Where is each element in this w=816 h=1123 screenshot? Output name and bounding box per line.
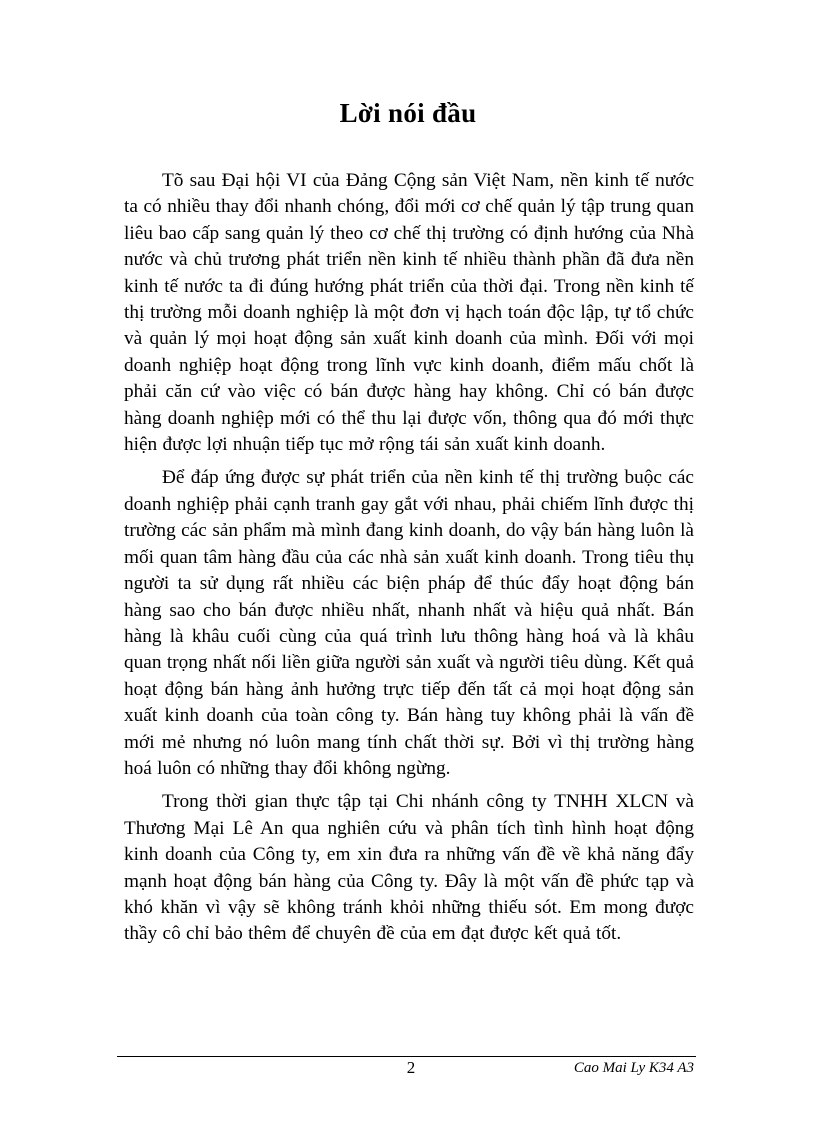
paragraph-internship-purpose: Trong thời gian thực tập tại Chi nhánh công ty TNHH XLCN và Thương Mại Lê An qua nghiên cứu và phân tích tình hình hoạt động kinh doanh của Công ty, em xin đưa ra những vấn đề về khả năng đẩy mạnh hoạt động bán hàng của Công ty. Đây là một vấn đề phức tạp và khó khăn vì vậy sẽ không tránh khỏi những thiếu sót. Em mong được thầy cô chỉ bảo thêm để chuyên đề của em đạt được kết quả tốt. — [124, 791, 694, 945]
paragraph-sales-importance: Để đáp ứng được sự phát triển của nền kinh tế thị trường buộc các doanh nghiệp phải cạnh tranh gay gắt với nhau, phải chiếm lĩnh được thị trường các sản phẩm mà mình đang kinh doanh, do vậy bán hàng luôn là mối quan tâm hàng đầu của các nhà sản xuất kinh doanh. Trong tiêu thụ người ta sử dụng rất nhiều các biện pháp để thúc đẩy hoạt động bán hàng sao cho bán được nhiều nhất, nhanh nhất và hiệu quả nhất. Bán hàng là khâu cuối cùng của quá trình lưu thông hàng hoá và là khâu quan trọng nhất nối liền giữa người sản xuất và người tiêu dùng. Kết quả hoạt động bán hàng ảnh hưởng trực tiếp đến tất cả mọi hoạt động sản xuất kinh doanh của toàn công ty. Bán hàng tuy không phải là vấn đề mới mẻ nhưng nó luôn mang tính chất thời sự. Bởi vì thị trường hàng hoá luôn có những thay đổi không ngừng. — [124, 467, 694, 779]
page-number: 2 — [406, 1058, 416, 1077]
footer-author: Cao Mai Ly K34 A3 — [573, 1060, 694, 1076]
paragraph-intro: Tõ sau Đại hội VI của Đảng Cộng sản Việt Nam, nền kinh tế nước ta có nhiều thay đổi nhanh chóng, đổi mới cơ chế quản lý tập trung quan liêu bao cấp sang quản lý theo cơ chế thị trường có định hướng của Nhà nước và chủ trương phát triển nền kinh tế nhiều thành phần đã đưa nền kinh tế nước ta đi đúng hướng phát triển của thời đại. Trong nền kinh tế thị trường mỗi doanh nghiệp là một đơn vị hạch toán độc lập, tự tổ chức và quản lý mọi hoạt động sản xuất kinh doanh của mình. Đối với mọi doanh nghiệp hoạt động trong lĩnh vực kinh doanh, điểm mấu chốt là phải căn cứ vào việc có bán được hàng hay không. Chỉ có bán được hàng doanh nghiệp mới có thể thu lại được vốn, thông qua đó mới thực hiện được lợi nhuận tiếp tục mở rộng tái sản xuất kinh doanh. — [124, 170, 694, 456]
page-title: Lời nói đầu — [339, 98, 477, 128]
document-body — [124, 168, 694, 955]
